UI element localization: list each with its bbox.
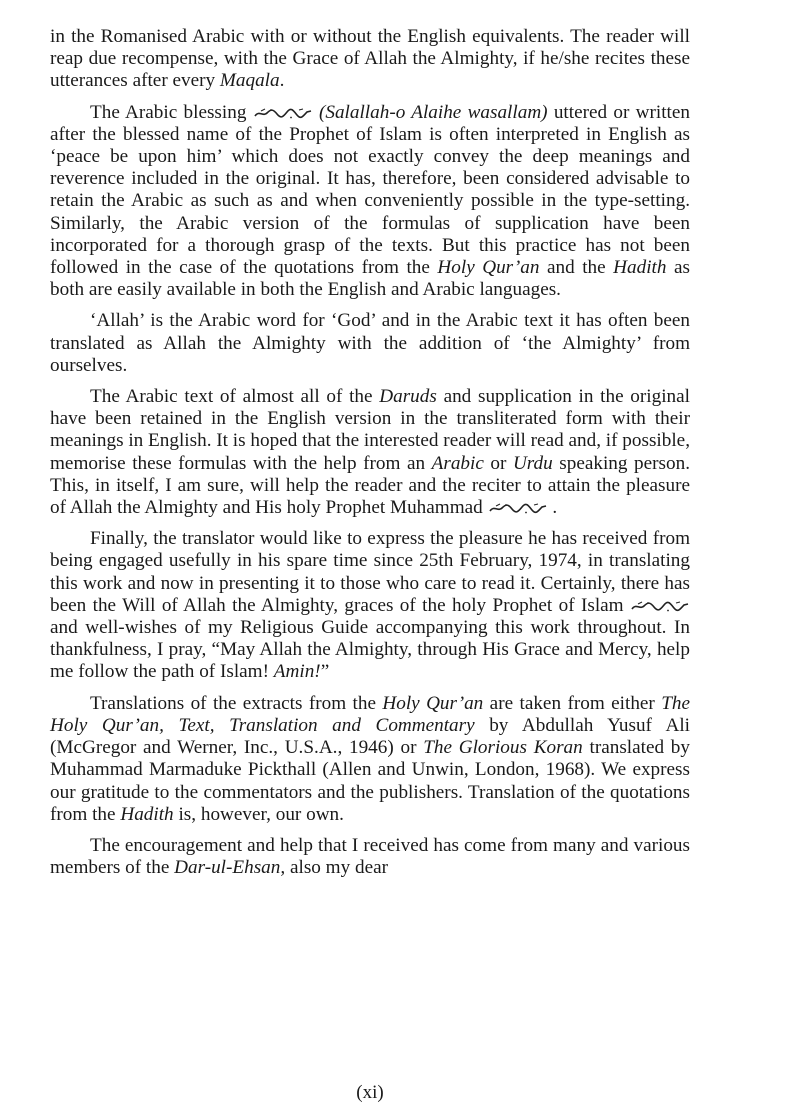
text-run: The Arabic text of almost all of the <box>90 386 380 408</box>
paragraph <box>50 26 690 93</box>
italic-text: Hadith <box>613 257 667 279</box>
arabic-blessing-glyph <box>253 108 313 119</box>
italic-text: Maqala <box>219 70 280 92</box>
italic-text: Arabic <box>431 452 484 474</box>
paragraph <box>50 386 690 519</box>
text-run: translated by Muhammad Marmaduke Pickthall (Allen and Unwin, London, 1968). We express our gratitude to the commentators and the publishers. Translation of the quotations from the <box>50 737 690 825</box>
arabic-blessing-glyph <box>488 503 548 514</box>
paragraph <box>50 102 690 302</box>
paragraph <box>50 693 690 826</box>
paragraph <box>50 528 690 683</box>
italic-text: Urdu <box>512 452 553 474</box>
text-run: as both are easily available in both the English and Arabic languages. <box>50 257 690 301</box>
text-run: . <box>547 497 558 519</box>
page-number: (xi) <box>356 1082 384 1103</box>
text-run: and supplication in the original have been retained in the English version in the transliterated form with their meanings in English. It is hoped that the interested reader will read and, if possible, memorise these formulas with the help from an <box>50 386 690 474</box>
text-run: uttered or written after the blessed name of the Prophet of Islam is often interpreted in English as ‘peace be upon him’ which does not exactly convey the deep meanings and reverence included in the original. It has, therefore, been considered advisable to retain the Arabic as such as and when conveniently possible in the type-setting. Similarly, the Arabic version of the formulas of supplication have been incorporated for a thorough grasp of the texts. But this practice has not been followed in the case of the quotations from the <box>50 101 690 279</box>
italic-text: The Glorious Koran <box>423 737 583 759</box>
page-body <box>50 26 690 879</box>
text-run: are taken from either <box>483 692 662 714</box>
text-run: The Arabic blessing <box>90 101 253 123</box>
arabic-blessing-glyph <box>630 601 690 612</box>
text-run: or <box>483 452 513 474</box>
paragraph <box>50 310 690 377</box>
italic-text: Dar-ul-Ehsan, <box>174 857 286 879</box>
text-run: by Abdullah Yusuf Ali (McGregor and Werner, Inc., U.S.A., 1946) or <box>50 714 690 759</box>
italic-text: Hadith <box>120 803 174 825</box>
italic-text: Holy Qur’an <box>437 257 540 279</box>
text-run: Translations of the extracts from the <box>90 692 383 714</box>
text-run: and well-wishes of my Religious Guide accompanying this work throughout. In thankfulness, I pray, “May Allah the Almighty, through His Grace and Mercy, help me follow the path of Islam! <box>50 617 690 683</box>
text-run: speaking person. This, in itself, I am sure, will help the reader and the reciter to attain the pleasure of Allah the Almighty and His holy Prophet Muhammad <box>50 452 690 519</box>
text-run: in the Romanised Arabic with or without the English equivalents. The reader will reap due recompense, with the Grace of Allah the Almighty, if he/she recites these utterances after every <box>50 26 690 92</box>
text-run: . <box>279 70 285 92</box>
paragraph <box>50 835 690 879</box>
italic-text: The Holy Qur’an, Text, Translation and Commentary <box>50 692 690 736</box>
text-run: ‘Allah’ is the Arabic word for ‘God’ and in the Arabic text it has often been translated as Allah the Almighty with the addition of ‘the Almighty’ from ourselves. <box>50 310 690 376</box>
text-run: and the <box>539 257 614 279</box>
text-run: also my dear <box>285 857 389 879</box>
italic-text: Daruds <box>379 386 437 408</box>
italic-text: Amin! <box>273 661 321 683</box>
text-run: ” <box>320 661 330 683</box>
italic-text: (Salallah-o Alaihe wasallam) <box>312 101 548 123</box>
italic-text: Holy Qur’an <box>382 692 484 714</box>
text-run: is, however, our own. <box>173 803 344 825</box>
text-run: Finally, the translator would like to express the pleasure he has received from being engaged usefully in his spare time since 25th February, 1974, in translating this work and now in presenting it to those who care to read it. Certainly, there has been the Will of Allah the Almighty, graces of the holy Prophet of Islam <box>50 528 690 616</box>
text-run: The encouragement and help that I received has come from many and various members of the <box>50 834 690 879</box>
